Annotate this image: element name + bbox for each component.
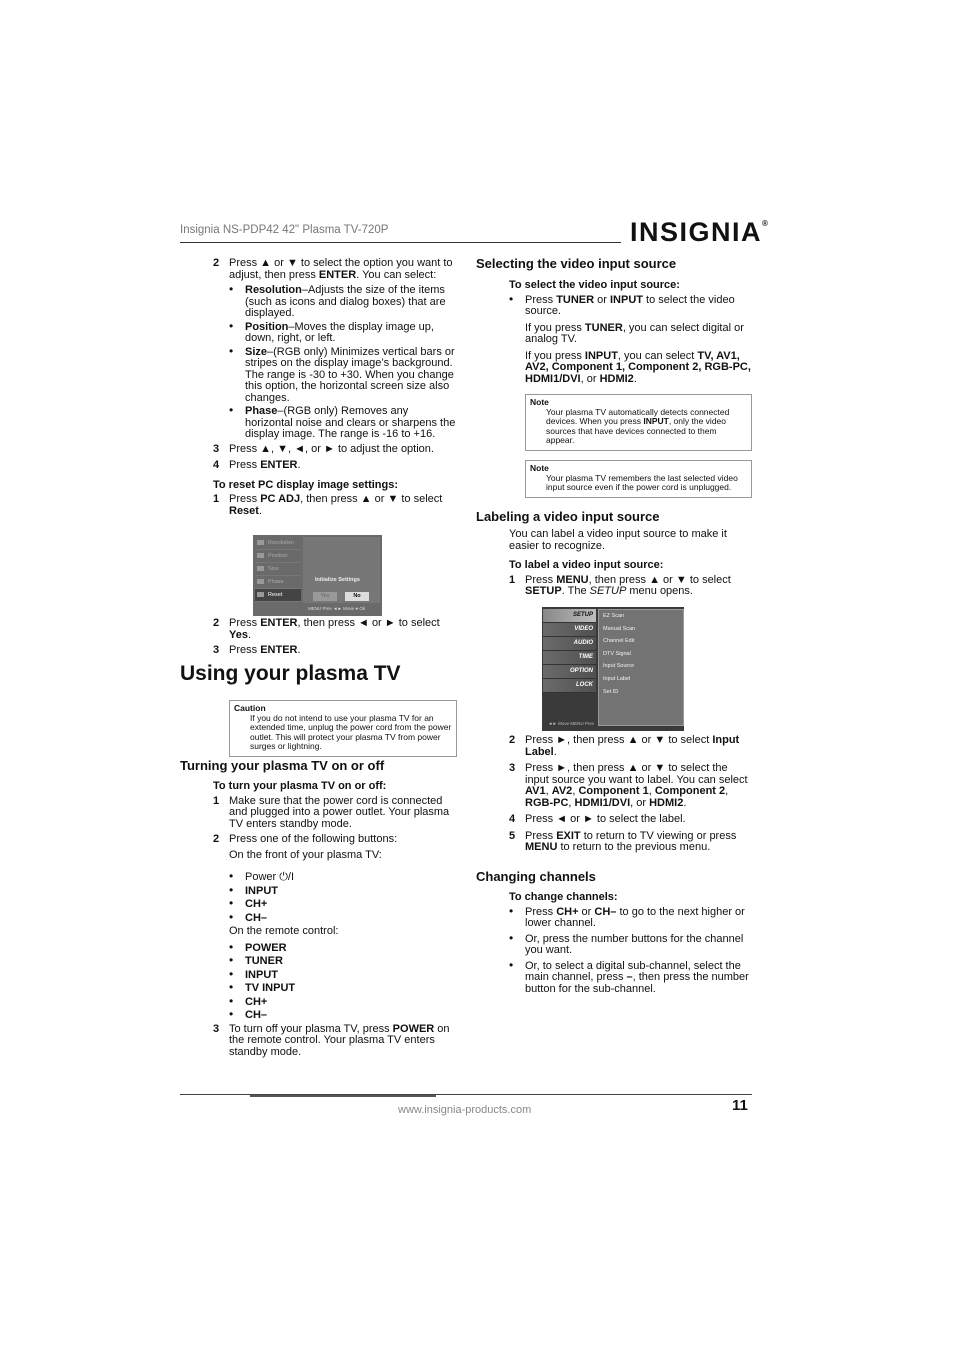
osd-item-manual-scan: Manual Scan <box>603 625 636 632</box>
option-term: Position <box>245 320 289 333</box>
step-number: 2 <box>213 617 220 629</box>
channels-bullet-2: • Or, press the number buttons for the channel you want. <box>509 930 744 956</box>
step-number: 3 <box>509 762 516 774</box>
osd-item-set-id: Set ID <box>603 688 619 695</box>
enter-keyword: ENTER <box>318 268 357 281</box>
step-number: 3 <box>213 1022 220 1035</box>
onoff-todo: To turn your plasma TV on or off: <box>213 780 387 792</box>
step-text: Press ▲ or ▼ to select the option you want to adjust, then press <box>229 257 453 281</box>
osd-item-resolution: Resolution <box>255 537 301 550</box>
select-tuner-paragraph: If you press TUNER, you can select digital or analog TV. <box>525 321 744 345</box>
right-column-label <box>509 529 752 602</box>
initialize-settings-label: Initialize Settings <box>315 577 360 583</box>
osd-no-button: No <box>345 592 369 601</box>
option-resolution: • Resolution–Adjusts the size of the items (such as icons and dialog boxes) that are displayed. <box>229 282 446 319</box>
power-keyword: POWER <box>392 1022 435 1035</box>
osd-item-phase: Phase <box>255 576 301 589</box>
osd-footer-hints: MENU Prev ◄► Move ● Ok <box>308 606 366 611</box>
osd-item-position: Position <box>255 550 301 563</box>
reset-icon <box>257 592 264 597</box>
note-box-remembers-source <box>525 460 752 498</box>
remote-label: On the remote control: <box>229 925 339 937</box>
pc-adj-keyword: PC ADJ <box>260 493 301 505</box>
footer-rule-accent <box>250 1095 436 1097</box>
note-title: Note <box>530 463 549 473</box>
page-number: 11 <box>732 1097 748 1114</box>
right-column-select <box>509 280 752 390</box>
option-position: • Position–Moves the display image up, down, right, or left. <box>229 318 434 344</box>
step-3-adjust <box>213 444 456 456</box>
osd-item-size: Size <box>255 563 301 576</box>
footer-url: www.insignia-products.com <box>398 1104 532 1116</box>
heading-changing-channels: Changing channels <box>476 869 596 884</box>
header-rule <box>180 242 621 243</box>
note-box-auto-detect <box>525 394 752 451</box>
resolution-icon <box>257 540 264 545</box>
left-column-reset-steps <box>213 618 456 661</box>
select-bullet: • Press TUNER or INPUT to select the video source. <box>509 291 735 317</box>
osd-tab-option: OPTION <box>543 665 596 679</box>
document-title: Insignia NS-PDP42 42" Plasma TV-720P <box>180 224 389 236</box>
heading-turning-on-off: Turning your plasma TV on or off <box>180 758 385 773</box>
label-step-2: 2 Press ►, then press ▲ or ▼ to select Input Label. <box>509 734 740 758</box>
osd-tab-time: TIME <box>543 651 596 665</box>
option-desc: –Moves the display image up, down, right, or left. <box>245 320 434 344</box>
channels-todo: To change channels: <box>509 891 618 903</box>
option-desc: –Adjusts the size of the items (such as icons and dialog boxes) that are displayed. <box>245 284 446 319</box>
remote-button-tv-input: • TV INPUT <box>229 980 296 994</box>
option-term: Phase <box>245 405 278 417</box>
osd-item-ez-scan: EZ Scan <box>603 613 625 619</box>
position-icon <box>257 553 264 558</box>
note-title: Note <box>530 397 549 407</box>
osd-yes-button: Yes <box>313 592 337 601</box>
reset-keyword: Reset <box>229 504 259 517</box>
step-text: , then press ◄ or ► to select <box>297 617 440 629</box>
step-text-end: . <box>258 504 263 517</box>
enter-keyword: ENTER <box>260 644 298 656</box>
osd-item-input-label: Input Label <box>603 675 631 682</box>
caution-text: If you do not intend to use your plasma TV for an extended time, unplug the power cord from the power outlet. This will protect your plasma TV from power surges or lightning. <box>250 712 452 751</box>
reset-step-2 <box>213 618 456 641</box>
osd-tab-lock: LOCK <box>543 679 596 693</box>
osd-tabs <box>543 609 596 693</box>
onoff-step-3 <box>213 1024 456 1059</box>
step-text: Press <box>229 617 261 629</box>
section-title-using-plasma-tv: Using your plasma TV <box>180 662 401 685</box>
front-button-ch-minus: • CH– <box>229 909 268 924</box>
step-text: Press <box>229 459 261 471</box>
front-button-input: • INPUT <box>229 882 278 897</box>
step-text: Make sure that the power cord is connected and plugged into a power outlet. Your plasma TV enters standby mode. <box>229 794 450 830</box>
enter-keyword: ENTER <box>260 459 298 471</box>
remote-button-input: • INPUT <box>229 966 278 981</box>
step-text: Press <box>229 493 261 505</box>
logo-registered-mark: ® <box>762 219 770 228</box>
step-number: 1 <box>509 573 516 586</box>
option-phase: • Phase–(RGB only) Removes any horizontal noise and clears or sharpens the display image. The range is -16 to +16. <box>229 403 456 440</box>
yes-keyword: Yes <box>229 628 248 641</box>
step-text: Press <box>229 644 261 656</box>
step-number: 5 <box>509 829 516 842</box>
front-button-ch-plus: • CH+ <box>229 896 268 910</box>
osd-item-input-source: Input Source <box>603 663 635 670</box>
remote-button-ch-plus: • CH+ <box>229 993 268 1008</box>
channels-bullet-3: • Or, to select a digital sub-channel, select the main channel, press –, then press the number button for the sub-channel. <box>509 957 749 995</box>
option-list <box>213 282 456 441</box>
caution-title: Caution <box>234 703 266 713</box>
osd-menu-list <box>255 537 301 602</box>
option-size: • Size–(RGB only) Minimizes vertical bars or stripes on the display image’s background. The range is -30 to +30. When you change this option, the horizontal screen size also changes. <box>229 343 455 404</box>
caution-box <box>229 700 457 757</box>
label-step-5: 5 Press EXIT to return to TV viewing or press MENU to return to the previous menu. <box>509 829 737 853</box>
step-4-press-enter <box>213 460 456 472</box>
reset-heading: To reset PC display image settings: <box>213 478 399 491</box>
onoff-step-1 <box>213 796 456 831</box>
label-step-3: 3 Press ►, then press ▲ or ▼ to select the input source you want to label. You can select AV1, AV2, Component 1, Component 2, RGB-PC, HDMI1/DVI, or HDMI2. <box>509 762 748 809</box>
heading-selecting-video-input: Selecting the video input source <box>476 256 677 271</box>
note-text: Your plasma TV automatically detects connected devices. When you press INPUT, only the video sources that have devices connected to them appear. <box>546 406 730 445</box>
reset-step-3 <box>213 645 456 657</box>
step-text-end: . <box>297 459 301 471</box>
option-desc: –(RGB only) Minimizes vertical bars or stripes on the display image’s background. The range is -30 to +30. When you change this option, the horizontal screen size also changes. <box>245 345 455 404</box>
osd-item-dtv-signal: DTV Signal <box>603 650 631 657</box>
enter-keyword: ENTER <box>260 617 298 629</box>
step-number: 1 <box>213 493 220 505</box>
step-text: on the remote control. Your plasma TV enters standby mode. <box>229 1022 450 1058</box>
label-step-1: 1 Press MENU, then press ▲ or ▼ to select SETUP. The SETUP menu opens. <box>509 573 731 597</box>
osd-setup-items <box>598 609 684 726</box>
label-step-4: 4 Press ◄ or ► to select the label. <box>509 813 686 825</box>
reset-step-1 <box>213 494 456 517</box>
right-column-label-steps <box>509 735 752 858</box>
setup-menu-screenshot <box>542 607 684 731</box>
step-text: , then press ▲ or ▼ to select <box>300 493 443 505</box>
phase-icon <box>257 579 264 584</box>
pc-reset-menu-screenshot <box>253 535 382 616</box>
front-label: On the front of your plasma TV: <box>229 848 382 861</box>
step-number: 2 <box>509 734 516 746</box>
option-desc: –(RGB only) Removes any horizontal noise and clears or sharpens the display image. The range is -16 to +16. <box>245 405 456 440</box>
note-text: Your plasma TV remembers the last selected video input source even if the power cord is unplugged. <box>546 472 738 492</box>
step-number: 3 <box>213 644 220 656</box>
select-todo: To select the video input source: <box>509 279 680 291</box>
osd-tab-setup: SETUP <box>543 609 596 623</box>
right-column-channels <box>509 892 752 997</box>
step-text: To turn off your plasma TV, press <box>229 1022 393 1035</box>
left-column-onoff <box>213 781 456 1062</box>
step-text: Press one of the following buttons: <box>229 833 398 845</box>
remote-button-tuner: • TUNER <box>229 953 283 967</box>
insignia-logo <box>630 217 769 248</box>
heading-labeling-video-input: Labeling a video input source <box>476 509 660 524</box>
osd-reset-panel <box>303 537 380 603</box>
logo-text: INSIGNIA <box>630 217 763 247</box>
label-intro: You can label a video input source to make it easier to recognize. <box>509 528 727 552</box>
onoff-step-2 <box>213 834 456 846</box>
left-column-top <box>213 258 456 521</box>
option-term: Size <box>245 345 268 358</box>
step-text-end: . <box>247 628 252 641</box>
step-2-select-option <box>213 258 456 281</box>
remote-button-ch-minus: • CH– <box>229 1007 268 1021</box>
step-number: 4 <box>509 813 516 825</box>
step-number: 1 <box>213 794 220 807</box>
osd-item-channel-edit: Channel Edit <box>603 638 635 645</box>
front-button-power: • Power ⏻/I <box>229 869 295 883</box>
remote-button-power: • POWER <box>229 939 287 954</box>
osd-item-reset: Reset <box>255 589 301 602</box>
select-input-paragraph: If you press INPUT, you can select TV, AV1, AV2, Component 1, Component 2, RGB-PC, HDMI1/DVI, or HDMI2. <box>525 349 751 385</box>
step-text-end: . <box>297 644 301 656</box>
step-number: 3 <box>213 442 220 455</box>
osd-tab-audio: AUDIO <box>543 637 596 651</box>
front-buttons-block <box>213 850 456 1022</box>
option-term: Resolution <box>245 284 302 296</box>
step-number: 2 <box>213 833 220 845</box>
channels-bullet-1: • Press CH+ or CH– to go to the next higher or lower channel. <box>509 903 745 929</box>
step-text-end: . You can select: <box>356 268 437 281</box>
step-text: Press ▲, ▼, ◄, or ► to adjust the option. <box>229 442 434 455</box>
label-todo: To label a video input source: <box>509 559 664 571</box>
size-icon <box>257 566 264 571</box>
step-number: 4 <box>213 459 220 471</box>
osd-tab-video: VIDEO <box>543 623 596 637</box>
osd-footer-hints: ◄► Move MENU Prev <box>548 721 595 726</box>
step-number: 2 <box>213 257 220 269</box>
